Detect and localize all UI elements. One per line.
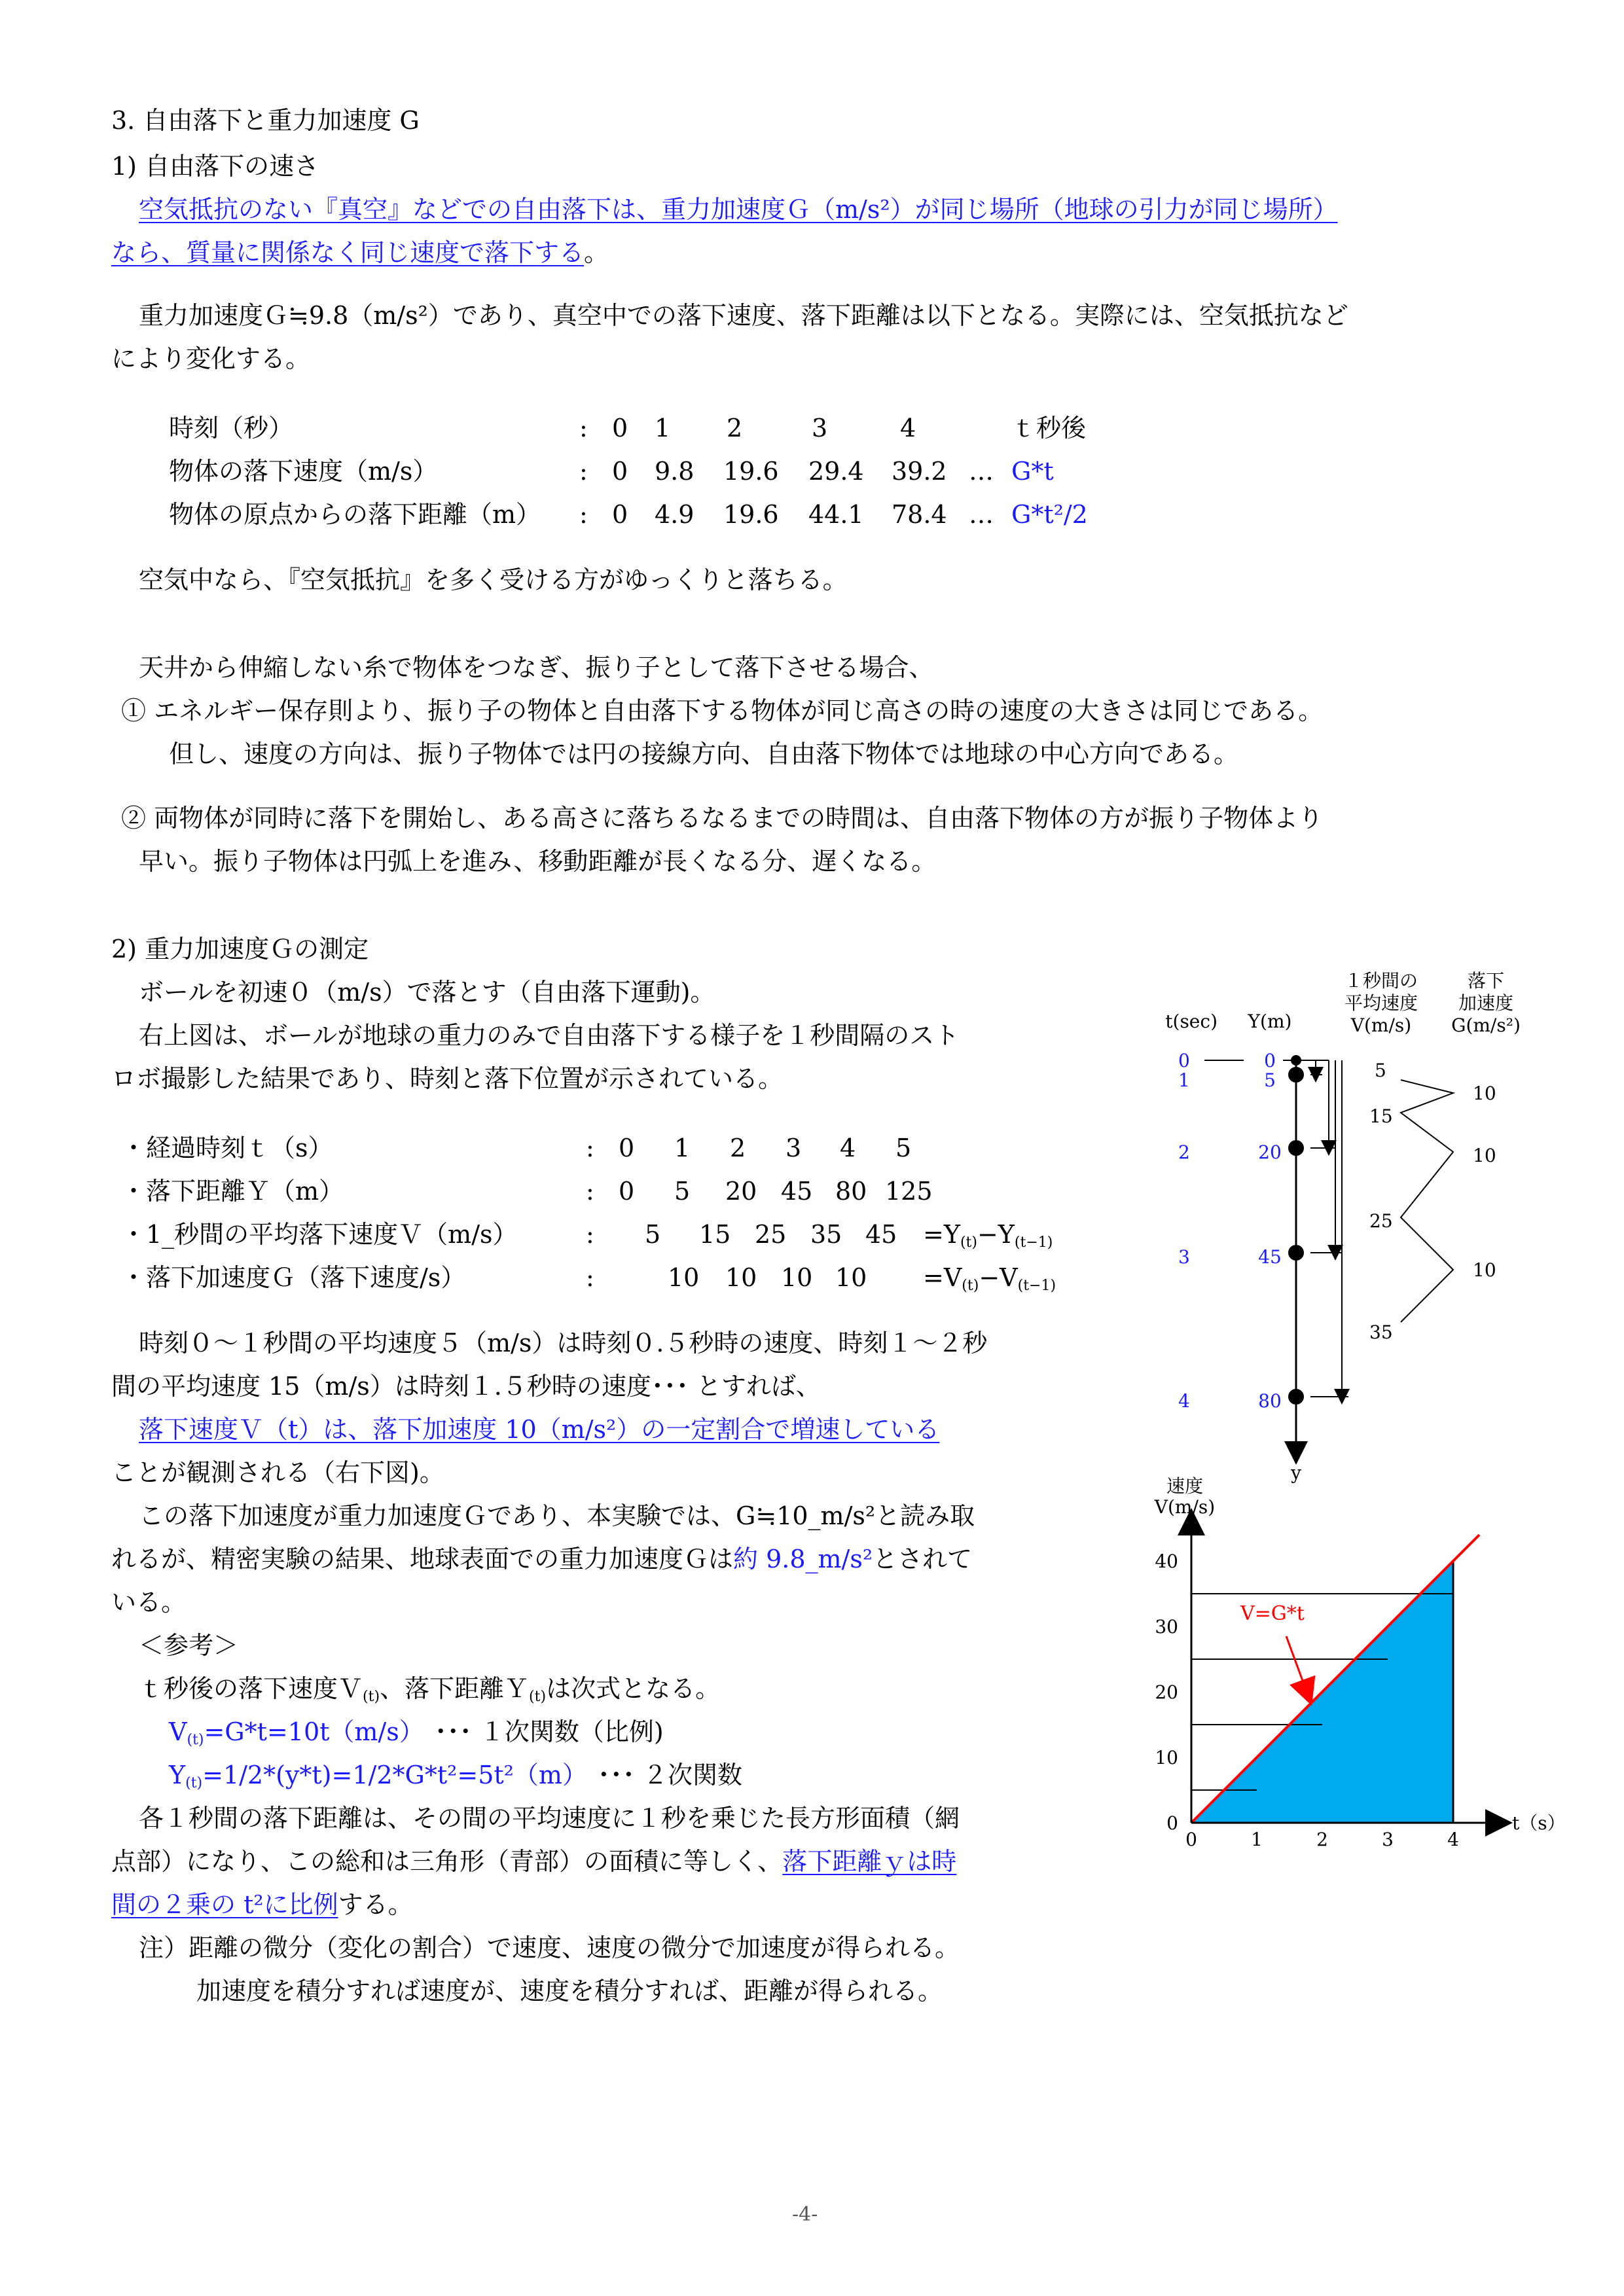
table1-cell: 4 [900, 414, 916, 442]
table1-colon: : [579, 500, 588, 529]
strobe-t-label: 3 [1178, 1246, 1190, 1268]
strobe-t-label: 2 [1178, 1141, 1190, 1163]
subsection-title-1: 1) 自由落下の速さ [111, 152, 319, 181]
x-tick-label: 0 [1185, 1829, 1197, 1850]
table2-colon: : [586, 1134, 594, 1162]
strobe-g-label: 10 [1473, 1259, 1496, 1281]
average-speed-line2: 間の平均速度 15（m/s）は時刻１.５秒時の速度･･･ とすれば、 [111, 1372, 821, 1401]
table2-formula: $=V_{(t)}-V_{(t-1)}$ [923, 1263, 1056, 1294]
strobe-axis-label: y [1291, 1462, 1301, 1484]
zigzag-line [1401, 1080, 1453, 1322]
reference-heading: ＜参考＞ [139, 1631, 239, 1660]
table1-row-label: 物体の落下速度（m/s） [169, 457, 438, 486]
gravity-result-line3: いる。 [111, 1588, 187, 1617]
strobe-header-g3: G(m/s²) [1451, 1014, 1521, 1036]
table2-colon: : [586, 1177, 594, 1206]
y-tick-label: 20 [1155, 1681, 1178, 1703]
table1-formula: G*t²/2 [1011, 500, 1088, 529]
measure-text-1: ボールを初速０（m/s）で落とす（自由落下運動)。 [139, 978, 715, 1007]
table2-cell: 10 [668, 1263, 700, 1292]
velocity-chart [1126, 1473, 1571, 1865]
reference-line: ｔ秒後の落下速度Ｖ$_{(t)}$、落下距離Ｙ$_{(t)}$は次式となる。 [139, 1674, 721, 1705]
table1-cell: 44.1 [808, 500, 864, 529]
measure-text-2-line2: ロボ撮影した結果であり、時刻と落下位置が示されている。 [111, 1064, 784, 1093]
table1-cell: 9.8 [655, 457, 695, 486]
strobe-g-label: 10 [1473, 1145, 1496, 1166]
note-line1: 注）距離の微分（変化の割合）で速度、速度の微分で加速度が得られる。 [139, 1933, 960, 1962]
table1-colon: : [579, 414, 588, 442]
strobe-t-label: 4 [1178, 1390, 1190, 1412]
subsection-title-2: 2) 重力加速度Ｇの測定 [111, 935, 369, 963]
ball-marker [1288, 1140, 1304, 1156]
gravity-paragraph-line1: 重力加速度Ｇ≒9.8（m/s²）であり、真空中での落下速度、落下距離は以下となる。実際には、空気抵抗など [139, 301, 1348, 330]
table1-row-label: 物体の原点からの落下距離（m） [169, 500, 541, 529]
strobe-g-label: 10 [1473, 1083, 1496, 1104]
table2-colon: : [586, 1263, 594, 1292]
strobe-header-v3: V(m/s) [1350, 1014, 1412, 1036]
table2-formula: $=Y_{(t)}-Y_{(t-1)}$ [923, 1220, 1053, 1251]
table2-colon: : [586, 1220, 594, 1249]
chart-ylabel-1: 速度 [1166, 1475, 1204, 1497]
table1-cell: 29.4 [808, 457, 864, 486]
strobe-header-g2: 加速度 [1458, 992, 1514, 1014]
chart-ylabel-2: V(m/s) [1154, 1496, 1216, 1518]
table1-colon: : [579, 457, 588, 486]
table1-formula: G*t [1011, 457, 1054, 486]
area-explanation-line2: 点部）になり、この総和は三角形（青部）の面積に等しく、落下距離ｙは時 [111, 1847, 957, 1876]
ball-marker [1288, 1245, 1304, 1261]
table2-row-label: ・1_秒間の平均落下速度Ｖ（m/s） [121, 1220, 518, 1249]
table1-cell: 78.4 [892, 500, 947, 529]
y-tick-label: 30 [1155, 1616, 1178, 1638]
page-number: -4- [792, 2203, 818, 2226]
gravity-value: 約 9.8_m/s² [733, 1545, 873, 1573]
table1-cell: 0 [612, 457, 628, 486]
label-arrow [1286, 1636, 1309, 1698]
table1-row-label: 時刻（秒） [169, 414, 294, 442]
equation-velocity: $V_{(t)}=G*t=10t(m/s)$ ･･･ １次関数（比例) [169, 1717, 664, 1748]
period: 。 [584, 238, 609, 267]
table1-cell: 39.2 [892, 457, 947, 486]
table2-cell: 5 [645, 1220, 661, 1249]
highlight-text-line1: 空気抵抗のない『真空』などでの自由落下は、重力加速度Ｇ（m/s²）が同じ場所（地球の引力が同じ場所） [139, 195, 1338, 224]
table2-cell: 25 [755, 1220, 787, 1249]
pendulum-item-2-line1: ② 両物体が同時に落下を開始し、ある高さに落ちるなるまでの時間は、自由落下物体の方が振り子物体より [121, 804, 1324, 833]
pendulum-item-2-line2: 早い。振り子物体は円弧上を進み、移動距離が長くなる分、遅くなる。 [139, 847, 937, 876]
area-explanation-line3: 間の２乗の t²に比例する。 [111, 1890, 413, 1919]
ball-marker [1291, 1055, 1301, 1066]
table2-cell: 45 [781, 1177, 813, 1206]
strobe-diagram [1139, 962, 1558, 1486]
x-tick-label: 3 [1382, 1829, 1394, 1850]
strobe-header-g1: 落下 [1467, 970, 1505, 992]
acceleration-highlight: 落下速度Ｖ（t）は、落下加速度 10（m/s²）の一定割合で増速している [139, 1415, 940, 1444]
table1-ellipsis: … [969, 457, 994, 486]
pendulum-intro: 天井から伸縮しない糸で物体をつなぎ、振り子として落下させる場合、 [139, 653, 934, 682]
strobe-y-label: 0 [1264, 1050, 1276, 1071]
strobe-header-y: Y(m) [1248, 1011, 1292, 1032]
pendulum-item-1-line2: 但し、速度の方向は、振り子物体では円の接線方向、自由落下物体では地球の中心方向である。 [169, 740, 1239, 768]
table2-cell: 35 [810, 1220, 842, 1249]
strobe-y-label: 5 [1264, 1069, 1276, 1091]
table2-cell: 4 [840, 1134, 856, 1162]
y-tick-label: 40 [1155, 1551, 1178, 1572]
strobe-t-label: 0 [1178, 1050, 1190, 1071]
table2-cell: 80 [835, 1177, 867, 1206]
ball-marker [1288, 1067, 1304, 1083]
strobe-t-label: 1 [1178, 1069, 1190, 1091]
table1-cell: 19.6 [723, 457, 779, 486]
y-tick-label: 10 [1155, 1747, 1178, 1768]
y-tick-label: 0 [1166, 1812, 1178, 1834]
area-explanation-line1: 各１秒間の落下距離は、その間の平均速度に１秒を乗じた長方形面積（網 [139, 1804, 960, 1833]
line-label: V=G*t [1240, 1602, 1305, 1625]
highlight-text-line2: なら、質量に関係なく同じ速度で落下する [111, 238, 585, 267]
strobe-y-label: 45 [1258, 1246, 1282, 1268]
section-title: 3. 自由落下と重力加速度 G [111, 106, 420, 135]
chart-xlabel: t（s） [1512, 1812, 1566, 1834]
strobe-header-v1: １秒間の [1344, 970, 1418, 992]
average-speed-line4: ことが観測される（右下図)。 [111, 1458, 444, 1487]
x-tick-label: 2 [1316, 1829, 1328, 1850]
table1-cell: 2 [727, 414, 743, 442]
note-line2: 加速度を積分すれば速度が、速度を積分すれば、距離が得られる。 [196, 1977, 943, 2005]
table1-cell: 1 [655, 414, 671, 442]
table2-row-label: ・落下加速度Ｇ（落下速度/s） [121, 1263, 466, 1292]
strobe-y-label: 20 [1258, 1141, 1282, 1163]
table2-row-label: ・経過時刻ｔ（s） [121, 1134, 333, 1162]
table1-ellipsis: … [969, 500, 994, 529]
measure-text-2-line1: 右上図は、ボールが地球の重力のみで自由落下する様子を１秒間隔のスト [139, 1021, 960, 1050]
table2-cell: 5 [895, 1134, 912, 1162]
table1-cell: 4.9 [655, 500, 695, 529]
table2-cell: 10 [725, 1263, 757, 1292]
table2-cell: 10 [835, 1263, 867, 1292]
equation-distance: $Y_{(t)}=1/2*(y*t)=1/2*G*t^2=5t^2(m)$ ･･･ ２次関数 [169, 1761, 742, 1791]
strobe-v-label: 5 [1375, 1060, 1386, 1081]
table2-cell: 0 [619, 1134, 635, 1162]
table2-cell: 125 [885, 1177, 933, 1206]
air-resistance-text: 空気中なら、『空気抵抗』を多く受ける方がゆっくりと落ちる。 [139, 565, 848, 594]
table1-cell: 3 [812, 414, 828, 442]
strobe-v-label: 15 [1369, 1105, 1393, 1127]
gravity-result-line1: この落下加速度が重力加速度Ｇであり、本実験では、G≒10_m/s²と読み取 [139, 1501, 975, 1530]
highlight-paragraph-line2 [111, 237, 609, 268]
strobe-header-v2: 平均速度 [1344, 992, 1418, 1014]
table1-cell: 0 [612, 414, 628, 442]
x-tick-label: 1 [1251, 1829, 1263, 1850]
gravity-paragraph-line2: により変化する。 [111, 344, 311, 373]
table2-cell: 3 [785, 1134, 802, 1162]
strobe-header-t: t(sec) [1165, 1011, 1218, 1032]
table2-cell: 15 [699, 1220, 731, 1249]
table1-formula: ｔ秒後 [1011, 414, 1087, 442]
gravity-result-line2: れるが、精密実験の結果、地球表面での重力加速度Ｇは約 9.8_m/s²とされて [111, 1545, 973, 1573]
table2-cell: 45 [865, 1220, 897, 1249]
table2-cell: 0 [619, 1177, 635, 1206]
pendulum-item-1-line1: ① エネルギー保存則より、振り子の物体と自由落下する物体が同じ高さの時の速度の大きさは同じである。 [121, 696, 1324, 725]
average-speed-line1: 時刻０〜１秒間の平均速度５（m/s）は時刻０.５秒時の速度、時刻１〜２秒 [139, 1329, 988, 1357]
strobe-v-label: 35 [1369, 1321, 1393, 1343]
strobe-y-label: 80 [1258, 1390, 1282, 1412]
table2-cell: 5 [674, 1177, 691, 1206]
strobe-v-label: 25 [1369, 1210, 1393, 1232]
table2-cell: 2 [730, 1134, 746, 1162]
table2-row-label: ・落下距離Ｙ（m） [121, 1177, 344, 1206]
table2-cell: 20 [725, 1177, 757, 1206]
x-tick-label: 4 [1447, 1829, 1459, 1850]
table1-cell: 0 [612, 500, 628, 529]
table2-cell: 10 [781, 1263, 813, 1292]
ball-marker [1288, 1389, 1304, 1405]
table1-cell: 19.6 [723, 500, 779, 529]
table2-cell: 1 [674, 1134, 691, 1162]
